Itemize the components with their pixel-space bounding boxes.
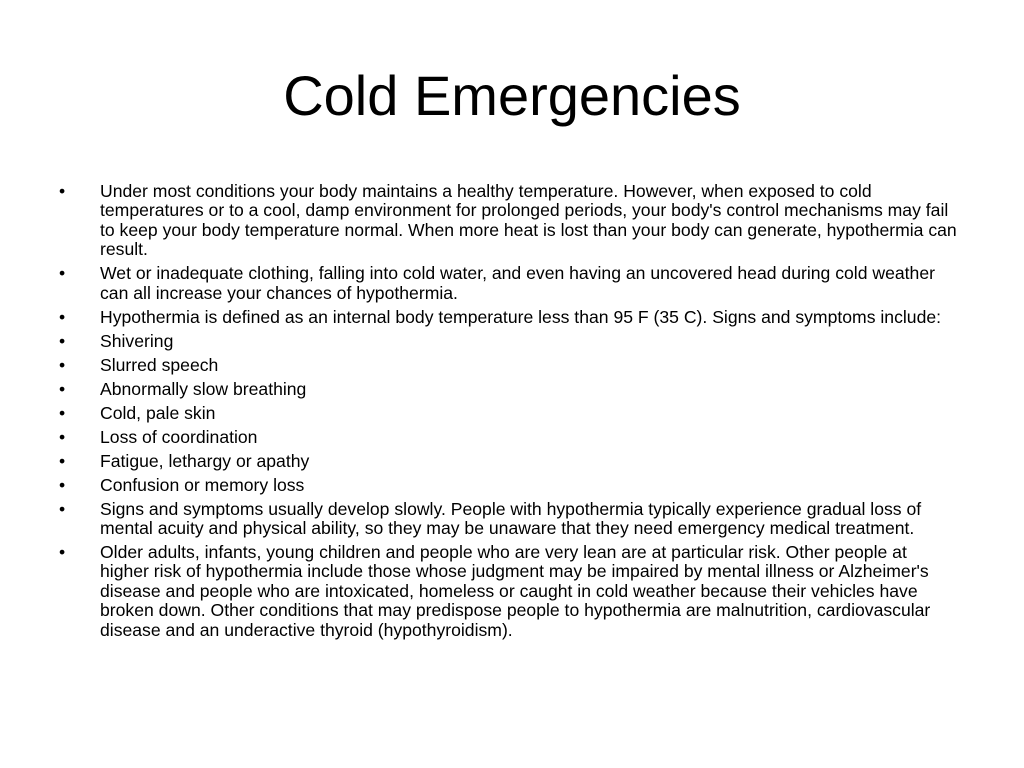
bullet-list bbox=[59, 182, 959, 645]
bullet-marker: • bbox=[59, 498, 66, 519]
bullet-text: Signs and symptoms usually develop slowly. People with hypothermia typically experience gradual loss of mental acuity and physical ability, so they may be unaware that they need emergency medical treatment. bbox=[100, 498, 922, 539]
bullet-item bbox=[59, 356, 959, 375]
bullet-text: Slurred speech bbox=[100, 354, 219, 375]
bullet-item bbox=[59, 428, 959, 447]
bullet-marker: • bbox=[59, 542, 66, 563]
bullet-text: Loss of coordination bbox=[100, 426, 258, 447]
bullet-marker: • bbox=[59, 306, 66, 327]
bullet-text: Older adults, infants, young children and people who are very lean are at particular risk. Other people at higher risk of hypothermia include those whose judgment may be impaired by mental illness or Alzheimer's disease and people who are intoxicated, homeless or caught in cold weather because their vehicles have broken down. Other conditions that may predispose people to hypothermia are malnutrition, cardiovascular disease and an underactive thyroid (hypothyroidism). bbox=[100, 542, 931, 640]
bullet-marker: • bbox=[59, 450, 66, 471]
bullet-text: Confusion or memory loss bbox=[100, 474, 305, 495]
bullet-item bbox=[59, 332, 959, 351]
bullet-marker: • bbox=[59, 181, 66, 201]
bullet-marker: • bbox=[59, 263, 66, 284]
bullet-text: Wet or inadequate clothing, falling into cold water, and even having an uncovered head during cold weather can all increase your chances of hypothermia. bbox=[100, 263, 935, 303]
bullet-marker: • bbox=[59, 330, 66, 351]
bullet-marker: • bbox=[59, 402, 66, 423]
bullet-marker: • bbox=[59, 426, 66, 447]
bullet-item bbox=[59, 476, 959, 495]
bullet-item bbox=[59, 264, 959, 303]
bullet-text: Cold, pale skin bbox=[100, 402, 216, 423]
bullet-item bbox=[59, 308, 959, 327]
slide-title: Cold Emergencies bbox=[283, 64, 741, 127]
bullet-text: Hypothermia is defined as an internal body temperature less than 95 F (35 C). Signs and symptoms include: bbox=[100, 306, 942, 327]
bullet-item bbox=[59, 500, 959, 539]
bullet-marker: • bbox=[59, 474, 66, 495]
bullet-text: Shivering bbox=[100, 330, 174, 351]
bullet-text: Abnormally slow breathing bbox=[100, 378, 307, 399]
bullet-item bbox=[59, 380, 959, 399]
bullet-marker: • bbox=[59, 378, 66, 399]
bullet-item bbox=[59, 404, 959, 423]
bullet-item bbox=[59, 452, 959, 471]
bullet-item bbox=[59, 543, 959, 640]
bullet-marker: • bbox=[59, 354, 66, 375]
bullet-item bbox=[59, 182, 959, 260]
bullet-text: Fatigue, lethargy or apathy bbox=[100, 450, 310, 471]
bullet-text: Under most conditions your body maintains a healthy temperature. However, when exposed to cold temperatures or to a cool, damp environment for prolonged periods, your body's control mechanisms may fail to keep your body temperature normal. When more heat is lost than your body can generate, hypothermia can result. bbox=[100, 181, 957, 260]
